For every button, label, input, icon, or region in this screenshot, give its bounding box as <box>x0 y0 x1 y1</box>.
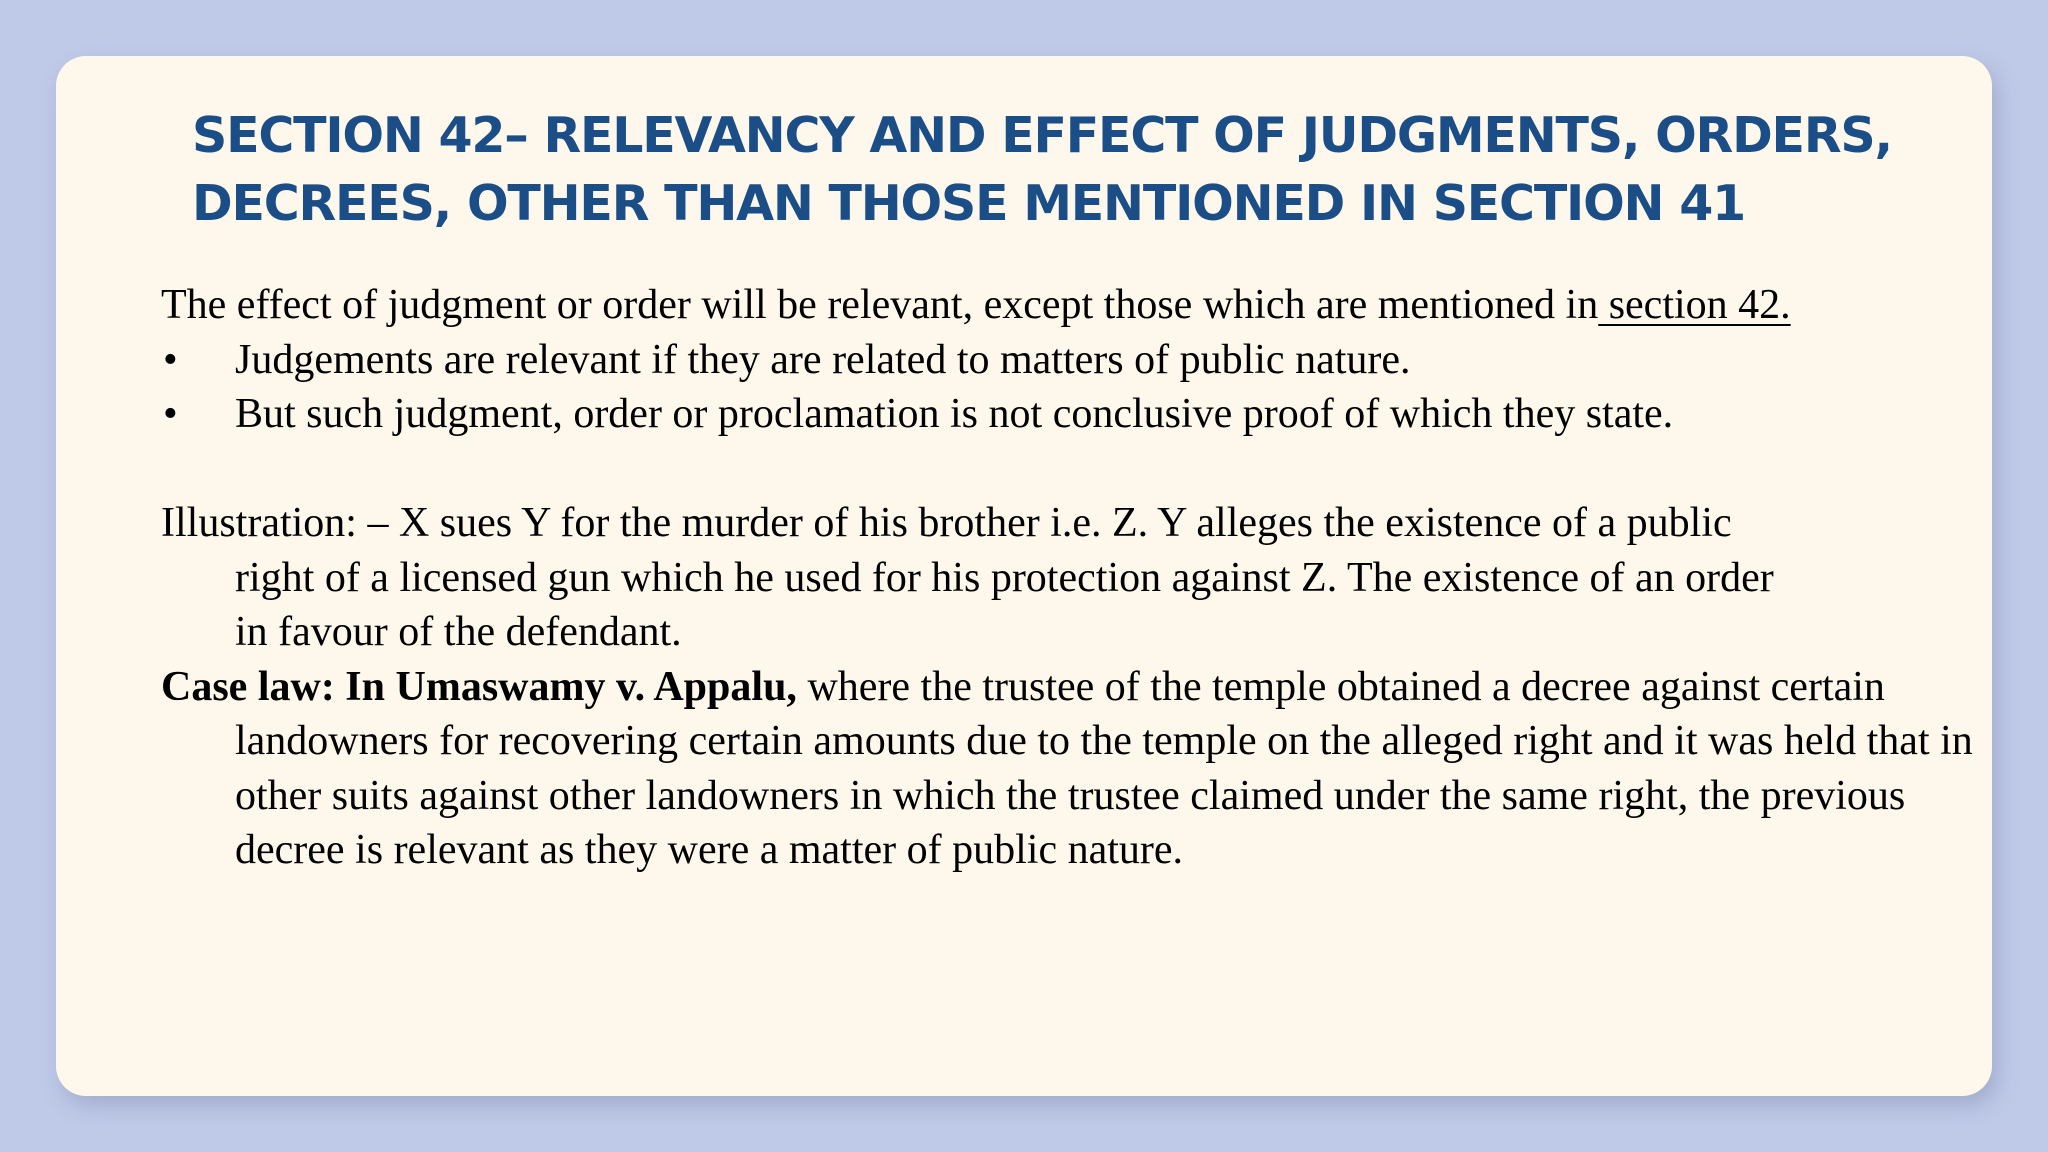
intro-text: The effect of judgment or order will be relevant, except those which are mentioned in <box>161 282 1599 328</box>
bullet-item <box>161 387 2001 442</box>
bullet-icon: • <box>163 336 178 383</box>
spacer <box>161 442 2001 497</box>
title-line-2: DECREES, OTHER THAN THOSE MENTIONED IN SECTION 41 <box>192 175 1745 232</box>
bullet-item <box>161 333 2001 388</box>
section-42-link[interactable]: section 42. <box>1598 282 1791 328</box>
illustration-line-3: in favour of the defendant. <box>235 609 682 655</box>
illustration-line-1: Illustration: – X sues Y for the murder of his brother i.e. Z. Y alleges the existence of a public <box>161 500 1732 546</box>
case-law-paragraph <box>161 660 2001 878</box>
case-law-text: where the trustee of the temple obtained a decree against certain landowners for recovering certain amounts due to the temple on the alleged right and it was held that in other suits against other landowners in which the trustee claimed under the same right, the previous decree is relevant as they were a matter of public nature. <box>235 663 1973 873</box>
title-line-1: SECTION 42– RELEVANCY AND EFFECT OF JUDGMENTS, ORDERS, <box>192 107 1892 164</box>
illustration-paragraph <box>161 496 2001 660</box>
slide-card <box>56 56 1992 1096</box>
bullet-text: Judgements are relevant if they are related to matters of public nature. <box>235 336 1411 383</box>
bullet-text: But such judgment, order or proclamation is not conclusive proof of which they state. <box>235 391 1674 437</box>
slide-body <box>161 278 2001 878</box>
illustration-line-2: right of a licensed gun which he used for his protection against Z. The existence of an order <box>235 554 1774 601</box>
intro-paragraph <box>161 278 2001 333</box>
slide-title <box>192 102 1952 238</box>
bullet-icon: • <box>163 391 178 437</box>
case-law-heading: Case law: In Umaswamy v. Appalu, <box>161 663 797 710</box>
